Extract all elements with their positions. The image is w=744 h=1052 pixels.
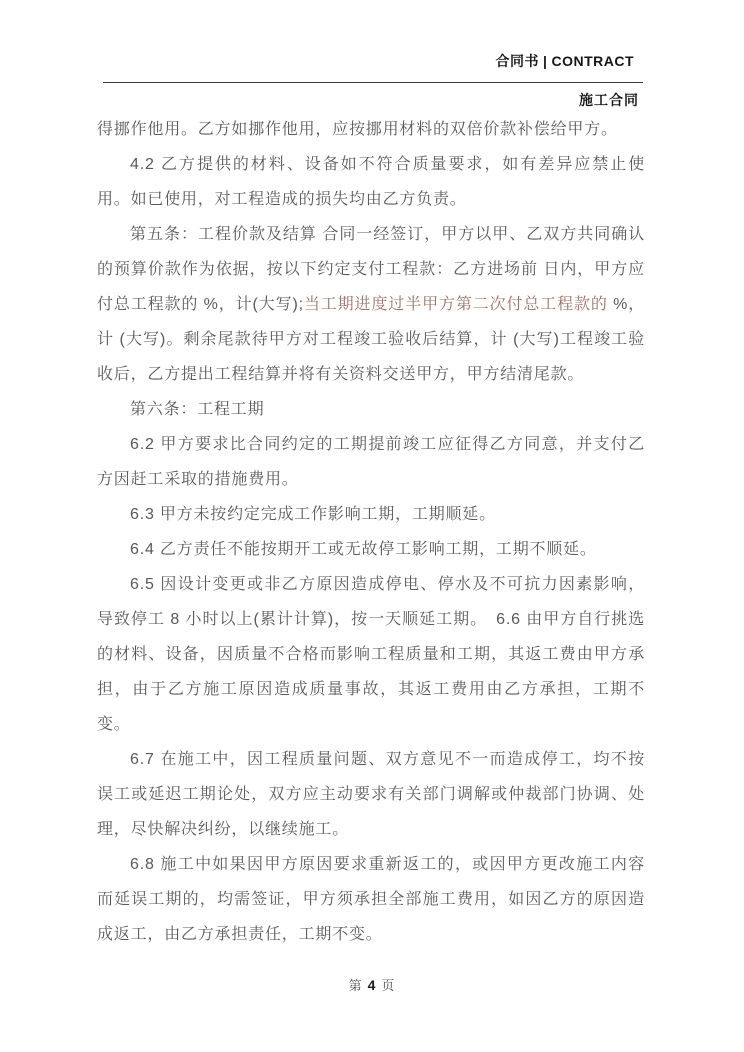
contract-body (97, 112, 645, 952)
paragraph-clause-6-3: 6.3 甲方未按约定完成工作影响工期，工期顺延。 (130, 506, 496, 523)
document-subtitle: 施工合同 (579, 92, 639, 108)
article-5-highlighted-text: 当工期进度过半甲方第二次付总工程款的 (303, 296, 608, 313)
page-label-prefix: 第 (348, 978, 363, 993)
page-number: 4 (367, 977, 377, 993)
page-footer (0, 975, 744, 994)
paragraph-article-5 (97, 217, 645, 392)
article-5-text: 第五条：工程价款及结算 合同一经签订，甲方以甲、乙双方共同确认的预算价款作为依据，按以下约定支付工程款：乙方进场前 日内，甲方应付总工程款的 %，计(大写); (97, 226, 645, 313)
paragraph: 得挪作他用。乙方如挪作他用，应按挪用材料的双倍价款补偿给甲方。 (97, 121, 618, 138)
document-header (100, 51, 634, 71)
page-label-suffix: 页 (381, 978, 396, 993)
header-divider-line (103, 82, 643, 83)
paragraph-article-6-heading: 第六条：工程工期 (130, 401, 265, 418)
header-separator: | (543, 53, 548, 69)
paragraph-clause-6-7: 6.7 在施工中，因工程质量问题、双方意见不一而造成停工，均不按误工或延迟工期论处，双方应主动要求有关部门调解或仲裁部门协调、处理，尽快解决纠纷，以继续施工。 (97, 751, 645, 838)
doc-type-en: CONTRACT (551, 53, 634, 69)
paragraph-clause-6-5-6-6: 6.5 因设计变更或非乙方原因造成停电、停水及不可抗力因素影响，导致停工 8 小时以上(累计计算)，按一天顺延工期。 6.6 由甲方自行挑选的材料、设备，因质量不合格而影响工程质量和工期，其返工费由甲方承担，由于乙方施工原因造成质量事故，其返工费用由乙方承担，工期不变。 (97, 576, 645, 733)
article-5-text-cont: %，计 (大写)。剩余尾款待甲方对工程竣工验收后结算，计 (大写)工程竣工验收后，乙方提出工程结算并将有关资料交送甲方，甲方结清尾款。 (97, 296, 645, 383)
paragraph-clause-6-8: 6.8 施工中如果因甲方原因要求重新返工的，或因甲方更改施工内容而延误工期的，均需签证，甲方须承担全部施工费用，如因乙方的原因造成返工，由乙方承担责任，工期不变。 (97, 856, 645, 943)
paragraph-clause-6-2: 6.2 甲方要求比合同约定的工期提前竣工应征得乙方同意，并支付乙方因赶工采取的措施费用。 (97, 436, 645, 488)
doc-type-cn: 合同书 (495, 53, 540, 69)
paragraph-clause-4-2: 4.2 乙方提供的材料、设备如不符合质量要求，如有差异应禁止使用。如已使用，对工程造成的损失均由乙方负责。 (97, 156, 645, 208)
paragraph-clause-6-4: 6.4 乙方责任不能按期开工或无故停工影响工期，工期不顺延。 (130, 541, 597, 558)
